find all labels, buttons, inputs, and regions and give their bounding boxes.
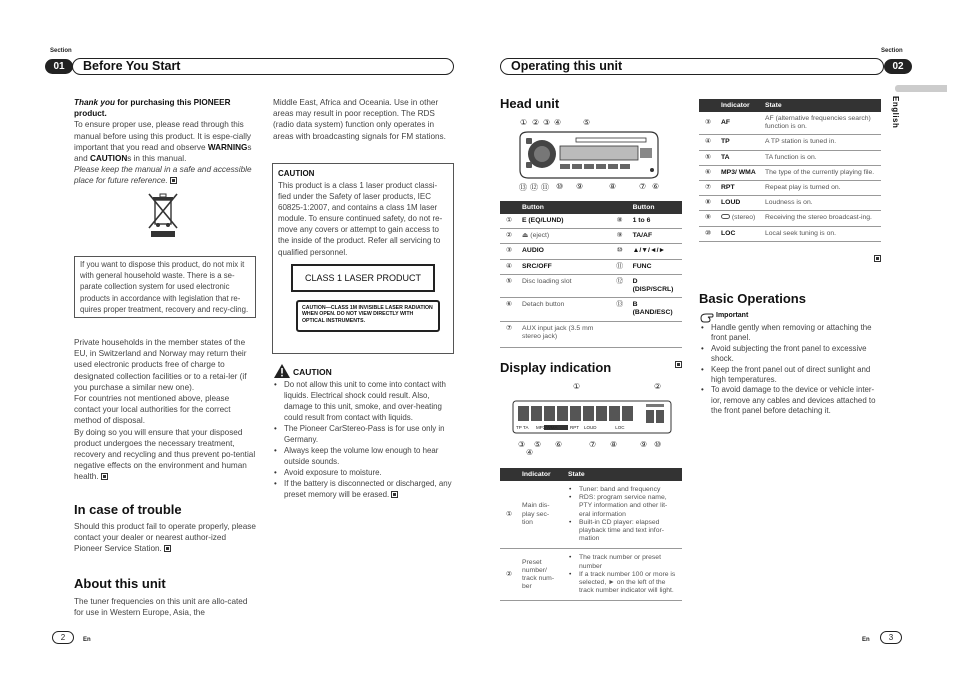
callout-4: ④ bbox=[554, 118, 562, 127]
table-cell: Disc loading slot bbox=[518, 274, 611, 297]
table-row bbox=[500, 214, 682, 229]
table-row bbox=[699, 196, 881, 211]
table-row bbox=[500, 298, 682, 321]
head-unit-heading: Head unit bbox=[500, 96, 560, 111]
basic-operations-list bbox=[700, 323, 882, 417]
section-label-left: Section bbox=[50, 48, 72, 54]
trouble-paragraph bbox=[74, 521, 256, 555]
callout-3: ③ bbox=[543, 118, 551, 127]
dispose-text: If you want to dispose this product, do not mix it with general household waste. There is a se-parate collection system for used electronic products in accordance with legislation that re-quires proper treatment, recovery and recy-cling. bbox=[80, 260, 249, 314]
table-cell: Repeat play is turned on. bbox=[761, 181, 881, 196]
lang-label-right: En bbox=[862, 637, 870, 643]
table-cell: D (DISP/SCRL) bbox=[629, 274, 682, 297]
display-callout-10: ⑩ bbox=[654, 440, 662, 449]
end-mark-icon bbox=[170, 177, 177, 184]
display-callout-4: ④ bbox=[526, 448, 534, 457]
table-cell: AUX input jack (3.5 mm stereo jack) bbox=[518, 321, 611, 347]
display-callout-8: ⑧ bbox=[610, 440, 618, 449]
about-heading: About this unit bbox=[74, 576, 166, 591]
table-cell: LOUD bbox=[717, 196, 761, 211]
table-cell: ⑤ bbox=[699, 150, 717, 165]
table-cell: AF (alternative frequencies search) function is on. bbox=[761, 112, 881, 135]
state-col-header: State bbox=[564, 468, 682, 481]
display-callout-3: ③ bbox=[518, 440, 526, 449]
caution-item bbox=[273, 478, 455, 500]
button-table bbox=[500, 201, 682, 372]
table-row bbox=[500, 321, 682, 347]
basic-item: • To avoid damage to the device or vehicle inter-ior, remove any cables and devices attached to the front panel before detaching it. bbox=[700, 385, 882, 416]
section-number-left: 01 bbox=[45, 59, 73, 74]
table-cell: TA bbox=[717, 150, 761, 165]
table-cell bbox=[629, 321, 682, 347]
disposal-paragraphs bbox=[74, 337, 256, 483]
caution2-title: CAUTION bbox=[293, 367, 332, 377]
display-label-loud: LOUD bbox=[584, 425, 597, 430]
basic-item: • Keep the front panel out of direct sunlight and high temperatures. bbox=[700, 365, 882, 386]
table-cell: ② bbox=[500, 229, 518, 244]
table-cell: E (EQ/LUND) bbox=[518, 214, 611, 229]
state-item: • RDS: program service name, PTY information and other lit-eral information bbox=[568, 494, 678, 519]
callout-13: ⑬ bbox=[519, 183, 527, 192]
table-cell bbox=[611, 321, 629, 347]
thanks-italic: Thank you bbox=[74, 98, 115, 107]
table-cell: Local seek tuning is on. bbox=[761, 226, 881, 241]
table-cell: TA/AF bbox=[629, 229, 682, 244]
table-cell: LOC bbox=[717, 226, 761, 241]
thanks-mid: for purchasing this bbox=[114, 98, 194, 107]
important-label: Important bbox=[716, 312, 749, 319]
table-cell: ⑥ bbox=[500, 298, 518, 321]
display-callout-9: ⑨ bbox=[640, 440, 648, 449]
table-row bbox=[699, 181, 881, 196]
table-row bbox=[500, 274, 682, 297]
table-cell: B (BAND/ESC) bbox=[629, 298, 682, 321]
button-col-header-1: Button bbox=[500, 201, 611, 214]
table-cell: ⑪ bbox=[611, 259, 629, 274]
indicator-col-header: Indicator bbox=[500, 468, 564, 481]
laser-caution-title: CAUTION bbox=[278, 169, 315, 178]
table-cell: TP bbox=[717, 135, 761, 150]
important-hand-icon bbox=[700, 310, 714, 320]
state-item: • The track number or preset number bbox=[568, 554, 678, 570]
display-label-ta: TA bbox=[523, 425, 529, 430]
private-households-text: Private households in the member states of the EU, in Switzerland and Norway may return their used electronic products free of charge to designated collection facilities or to a retai-ler (if you purchase a similar new one). bbox=[74, 338, 247, 392]
warnings-word: WARNING bbox=[207, 142, 248, 152]
caution-item-text: If the battery is disconnected or discharged, any preset memory will be erased. bbox=[284, 479, 452, 499]
callout-2: ② bbox=[532, 118, 540, 127]
end-mark-icon bbox=[164, 545, 171, 552]
table-row bbox=[699, 112, 881, 135]
table-cell bbox=[564, 481, 682, 549]
callout-5: ⑤ bbox=[583, 118, 591, 127]
table-row bbox=[699, 135, 881, 150]
table-cell: ⑧ bbox=[699, 196, 717, 211]
trouble-heading: In case of trouble bbox=[74, 502, 182, 517]
table-cell: The type of the currently playing file. bbox=[761, 165, 881, 180]
cautions-word: CAUTION bbox=[89, 154, 128, 164]
dispose-notice-box bbox=[74, 256, 256, 318]
table-cell: Preset number/ track num-ber bbox=[518, 549, 564, 601]
table-cell: TA function is on. bbox=[761, 150, 881, 165]
laser-caution-text: This product is a class 1 laser product classi-fied under the Safety of laser products, IEC 60825-1:2007, and contains a class 1M laser module. To ensure continued safety, do not re-move any covers or attempt to gain access to the inside of the product. Refer all servicing to qualified personnel. bbox=[278, 181, 443, 257]
table-cell: RPT bbox=[717, 181, 761, 196]
caution-item: • Avoid exposure to moisture. bbox=[273, 467, 455, 478]
callout-8: ⑧ bbox=[609, 182, 617, 191]
end-mark-icon bbox=[101, 473, 108, 480]
table-row bbox=[500, 549, 682, 601]
indicator-col-header: Indicator bbox=[699, 99, 761, 112]
table-cell: AF bbox=[717, 112, 761, 135]
class1m-warning-label: CAUTION—CLASS 1M INVISIBLE LASER RADIATION WHEN OPEN. DO NOT VIEW DIRECTLY WITH OPTICAL INSTRUMENTS. bbox=[296, 300, 440, 332]
table-cell: ③ bbox=[500, 244, 518, 259]
table-cell: FUNC bbox=[629, 259, 682, 274]
weee-bin-icon bbox=[146, 192, 180, 238]
callout-10: ⑩ bbox=[556, 182, 564, 191]
section-title-right: Operating this unit bbox=[500, 58, 884, 75]
table-cell: ⑩ bbox=[699, 226, 717, 241]
state-item: • Built-in CD player: elapsed playback time and text infor-mation bbox=[568, 519, 678, 544]
basic-item: • Handle gently when removing or attaching the front panel. bbox=[700, 323, 882, 344]
section-label-right: Section bbox=[881, 48, 903, 54]
display-callout-5: ⑤ bbox=[534, 440, 542, 449]
thanks-end: product. bbox=[74, 109, 107, 119]
display-callout-2: ② bbox=[654, 382, 662, 391]
table-cell: MP3/ WMA bbox=[717, 165, 761, 180]
end-mark-icon bbox=[675, 361, 682, 368]
section-title-left: Before You Start bbox=[72, 58, 454, 75]
caution-item: • Do not allow this unit to come into contact with liquids. Electrical shock could result. Also, damage to this unit, smoke, and over-heating could result from contact with liquids. bbox=[273, 379, 455, 423]
caution-item: • The Pioneer CarStereo-Pass is for use only in Germany. bbox=[273, 423, 455, 445]
table-row bbox=[500, 481, 682, 549]
table-cell: ④ bbox=[500, 259, 518, 274]
table-cell: ① bbox=[500, 481, 518, 549]
display-label-mp3: MP3/WMA bbox=[535, 425, 558, 430]
section-number-right: 02 bbox=[884, 59, 912, 74]
state-col-header: State bbox=[761, 99, 881, 112]
callout-1: ① bbox=[520, 118, 528, 127]
end-mark-icon bbox=[391, 491, 398, 498]
table-cell: Detach button bbox=[518, 298, 611, 321]
table-cell: ② bbox=[500, 549, 518, 601]
warning-triangle-icon bbox=[274, 364, 290, 378]
table-cell: ⑤ bbox=[500, 274, 518, 297]
table-row bbox=[699, 150, 881, 165]
display-label-loc: LOC bbox=[615, 425, 625, 430]
indicator-table bbox=[699, 99, 881, 266]
language-tab bbox=[895, 85, 947, 92]
by-doing-text: By doing so you will ensure that your disposed product undergoes the necessary treatment, recovery and recycling and thus prevent po-tential negative effects on the environment and human health. bbox=[74, 427, 256, 482]
table-cell: ③ bbox=[699, 112, 717, 135]
table-row bbox=[699, 226, 881, 241]
callout-12: ⑫ bbox=[530, 183, 538, 192]
display-callout-7: ⑦ bbox=[589, 440, 597, 449]
callout-7: ⑦ bbox=[639, 182, 647, 191]
table-row bbox=[699, 165, 881, 180]
table-cell: ⑬ bbox=[611, 298, 629, 321]
trouble-text: Should this product fail to operate properly, please contact your dealer or nearest author-ized Pioneer Service Station. bbox=[74, 522, 256, 554]
table-cell: ⑦ bbox=[500, 321, 518, 347]
table-cell: AUDIO bbox=[518, 244, 611, 259]
keep-manual-text: Please keep the manual in a safe and accessible place for future reference. bbox=[74, 165, 252, 186]
table-row bbox=[500, 244, 682, 259]
caution-item: • Always keep the volume low enough to hear outside sounds. bbox=[273, 445, 455, 467]
class1-laser-label: CLASS 1 LASER PRODUCT bbox=[291, 264, 435, 292]
state-item: • If a track number 100 or more is selected, ► on the left of the track number indicator will light. bbox=[568, 571, 678, 596]
table-cell: Receiving the stereo broadcast-ing. bbox=[761, 211, 881, 226]
end-mark-icon bbox=[874, 255, 881, 262]
basic-operations-heading: Basic Operations bbox=[699, 291, 806, 306]
display-label-tp: TP bbox=[516, 425, 522, 430]
table-cell: Loudness is on. bbox=[761, 196, 881, 211]
table-cell: ⑧ bbox=[611, 214, 629, 229]
table-cell bbox=[717, 211, 761, 226]
table-cell: A TP station is tuned in. bbox=[761, 135, 881, 150]
countries-text: For countries not mentioned above, please contact your local authorities for the correct method of disposal. bbox=[74, 394, 231, 426]
callout-11: ⑪ bbox=[541, 183, 549, 192]
display-callout-6: ⑥ bbox=[555, 440, 563, 449]
display-state-table bbox=[500, 468, 682, 601]
table-cell: ▲/▼/◄/► bbox=[629, 244, 682, 259]
page-number-left: 2 bbox=[52, 631, 74, 644]
callout-6: ⑥ bbox=[652, 182, 660, 191]
display-indication-heading: Display indication bbox=[500, 360, 612, 375]
table-row bbox=[500, 259, 682, 274]
intro-text-2: s and bbox=[74, 142, 252, 164]
intro-text-3: s in this manual. bbox=[127, 154, 187, 164]
thanks-brand: PIONEER bbox=[193, 98, 231, 107]
table-cell: SRC/OFF bbox=[518, 259, 611, 274]
table-cell: 1 to 6 bbox=[629, 214, 682, 229]
about-text: The tuner frequencies on this unit are allo-cated for use in Western Europe, Asia, the bbox=[74, 597, 248, 618]
table-cell: ⑩ bbox=[611, 244, 629, 259]
table-row bbox=[699, 211, 881, 226]
callout-9: ⑨ bbox=[576, 182, 584, 191]
language-side-label: English bbox=[891, 96, 900, 129]
table-cell: ① bbox=[500, 214, 518, 229]
caution2-list bbox=[273, 379, 455, 500]
lang-label-left: En bbox=[83, 637, 91, 643]
display-callout-1: ① bbox=[573, 382, 581, 391]
table-cell: ⑨ bbox=[699, 211, 717, 226]
display-label-rpt: RPT bbox=[570, 425, 579, 430]
table-cell: ⑥ bbox=[699, 165, 717, 180]
table-cell: Main dis-play sec-tion bbox=[518, 481, 564, 549]
table-cell: ⑫ bbox=[611, 274, 629, 297]
table-cell: ⑨ bbox=[611, 229, 629, 244]
display-indicator-labels bbox=[516, 425, 625, 430]
state-item: • Tuner: band and frequency bbox=[568, 486, 678, 494]
table-cell: ⑦ bbox=[699, 181, 717, 196]
page-number-right: 3 bbox=[880, 631, 902, 644]
intro-text-1: To ensure proper use, please read through this manual before using this product. It is espe-cially important that you read and observe bbox=[74, 120, 252, 152]
button-col-header-2: Button bbox=[611, 201, 682, 214]
intro-block bbox=[74, 97, 256, 187]
laser-caution-box bbox=[272, 163, 454, 354]
about-continued: Middle East, Africa and Oceania. Use in other areas may result in poor reception. The RDS (radio data system) function only operates in areas with broadcasting signals for FM stations. bbox=[273, 98, 446, 141]
basic-item: • Avoid subjecting the front panel to excessive shock. bbox=[700, 344, 882, 365]
stereo-icon bbox=[721, 214, 730, 219]
head-unit-illustration bbox=[516, 130, 662, 180]
table-cell: ⏏ (eject) bbox=[518, 229, 611, 244]
stereo-label: (stereo) bbox=[731, 214, 756, 222]
table-row bbox=[500, 229, 682, 244]
table-cell: ④ bbox=[699, 135, 717, 150]
table-cell bbox=[564, 549, 682, 601]
